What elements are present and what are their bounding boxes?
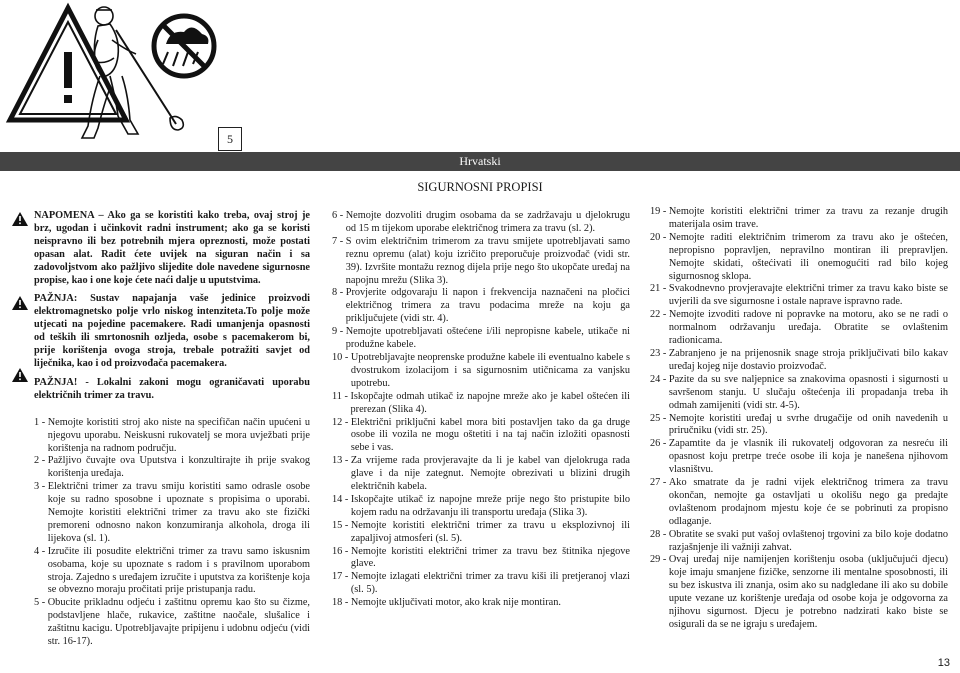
page-number: 13 [937, 657, 950, 669]
rule-item [332, 326, 630, 352]
rule-number: 3 - [34, 481, 48, 493]
rule-text: Pazite da su sve naljepnice sa znakovima opasnosti i sigurnosti u savršenom stanju. U slučaju oštećenja ili propadanja treba ih odmah zamijeniti (vidi str. 4-5). [668, 373, 948, 411]
rule-text: Svakodnevno provjeravajte električni trimer za travu kako biste se uvjerili da sve sigurnosne i ostale naprave ispravno rade. [668, 283, 948, 308]
rule-item [332, 455, 630, 494]
rule-text: Nemojte dozvoliti drugim osobama da se zadržavaju u djelokrugu od 15 m tijekom uporabe električnog trimera za travu (sl. 2). [345, 210, 630, 234]
rule-text: Nemojte koristiti električni trimer za travu za rezanje drugih materijala osim trave. [668, 206, 948, 230]
rule-number: 11 - [332, 390, 351, 402]
rule-number: 22 - [650, 309, 669, 321]
rule-number: 13 - [332, 455, 351, 467]
rule-item [650, 438, 948, 477]
rule-number: 28 - [650, 528, 669, 540]
figure-number-box: 5 [218, 127, 242, 151]
rule-text: Električni priključni kabel mora biti postavljen tako da ga druge osobe ili vozila ne mogu oštetiti i na taj način izložiti opasnosti sebe i vas. [350, 416, 630, 454]
rules-list-2 [332, 210, 630, 610]
rule-number: 8 - [332, 287, 346, 299]
rules-list-3 [650, 206, 948, 632]
rule-text: Nemojte koristiti električni trimer za travu u eksplozivnoj ili zapaljivoj atmosferi (sl. 5). [350, 519, 630, 544]
language-bar: Hrvatski [0, 152, 960, 171]
rule-text: Nemojte izvoditi radove ni popravke na motoru, ako se ne radi o normalnom održavanju uređaja. Obratite se ovlaštenim radionicama. [668, 309, 948, 347]
rule-text: Upotrebljavajte neoprenske produžne kabele ili eventualno kabele s dvostrukom izolacijom i sa sigurnosnim utičnicama za vanjsku upotrebu. [350, 351, 630, 389]
rule-item [34, 597, 310, 649]
rule-number: 25 - [650, 412, 669, 424]
rule-text: Nemojte upotrebljavati oštećene i/ili nepropisne kabele, utikače ni produžne kabele. [345, 326, 630, 351]
rule-item [650, 206, 948, 232]
rules-list-1 [34, 417, 310, 649]
rule-text: Pažljivo čuvajte ova Uputstva i konzultirajte ih prije svakog korištenja uređaja. [47, 455, 310, 480]
rule-item [650, 477, 948, 529]
rule-text: Nemojte koristiti uređaj u svrhe drugačije od onih navedenih u priručniku (vidi str. 25). [668, 412, 948, 437]
rule-item [650, 374, 948, 413]
rule-number: 23 - [650, 347, 669, 359]
rule-item [332, 571, 630, 597]
rule-item [332, 546, 630, 572]
rule-text: Nemojte koristiti stroj ako niste na specifičan način upućeni u njegovu uporabu. Neiskusni rukovatelj se mora uvježbati prije korištenja na radnom području. [47, 416, 310, 454]
rule-number: 7 - [332, 235, 346, 247]
rule-item [34, 417, 310, 456]
rule-text: Za vrijeme rada provjeravajte da li je kabel van djelokruga rada glave i da nije zategnut. Nemojte obrezivati u blizini drugih električnih kabela. [350, 455, 630, 493]
column-1 [34, 210, 310, 649]
rule-text: Nemojte koristiti električni trimer za travu bez štitnika njegove glave. [350, 545, 630, 570]
rule-text: Ako smatrate da je radni vijek električnog trimera za travu okončan, nemojte ga ostavljati u okolišu nego ga predajte ovlaštenom prodajnom mjestu koje će se pobrinuti za propisno odlaganje. [668, 477, 948, 527]
rule-number: 18 - [332, 597, 351, 609]
rule-number: 10 - [332, 351, 351, 363]
rule-item [332, 494, 630, 520]
rule-text: Zapamtite da je vlasnik ili rukovatelj odgovoran za nesreću ili opasnost koju pretrpe treće osobe ili koja je nanešena njihovom vlasništvu. [668, 438, 948, 476]
rule-text: S ovim električnim trimerom za travu smijete upotrebljavati samo reznu opremu (alat) koju izričito preporučuje proizvođač (vidi str. 39). Izvršite montažu reznog dijela prije nego što ukopčate uređaj na napojnu mrežu (Slika 3). [345, 235, 630, 286]
rule-number: 16 - [332, 545, 351, 557]
rule-number: 2 - [34, 455, 48, 467]
rule-text: Iskopčajte utikač iz napojne mreže prije nego što pristupite bilo kojem radu na održavanju ili transportu uređaja (Slika 3). [350, 493, 630, 518]
rule-number: 4 - [34, 545, 48, 557]
rule-number: 9 - [332, 326, 346, 338]
rule-number: 5 - [34, 597, 48, 609]
rule-item [332, 352, 630, 391]
rule-item [332, 391, 630, 417]
rule-number: 20 - [650, 231, 669, 243]
rule-item [332, 417, 630, 456]
note-pacemaker: PAŽNJA: Sustav napajanja vaše jedinice proizvodi elektromagnetsko polje vrlo niskog intenziteta.To polje može utjecati na pojedine pacemakere. Radi umanjenja opasnosti od teških ili smrtonosnih ozljeda, osobe s pacemakerom bi, prije korištenja ovoga stroja, trebale potražiti savjet od liječnika, kao i od proizvođača pacemakera. [34, 293, 310, 369]
rule-text: Provjerite odgovaraju li napon i frekvencija naznačeni na pločici električnog trimera za travu podacima mreže na koju ga priključujete (vidi str. 4). [345, 287, 630, 325]
rule-item [650, 529, 948, 555]
rule-text: Izručite ili posudite električni trimer za travu samo iskusnim osobama, koje su upoznate s radom i s pravilnom uporabom stroja. Zajedno s uređajem izručite i uputstva za korištenje koja se obvezno moraju pročitati prije pristupanja radu. [47, 545, 310, 596]
rule-number: 24 - [650, 373, 669, 385]
rule-number: 19 - [650, 206, 669, 217]
section-title: SIGURNOSNI PROPISI [417, 180, 543, 194]
rule-item [34, 481, 310, 546]
rule-number: 26 - [650, 438, 669, 450]
rule-text: Obucite prikladnu odjeću i zaštitnu opremu kao što su čizme, podstavljene hlače, rukavice, zaštitne naočale, slušalice i zaštitnu kacigu. Upotrebljavajte pripijenu i udobnu odjeću (vidi str. 16-17). [47, 597, 310, 648]
rule-item [650, 413, 948, 439]
rule-item [650, 309, 948, 348]
rule-item [34, 455, 310, 481]
rule-item [332, 236, 630, 288]
rule-item [332, 520, 630, 546]
rule-item [650, 232, 948, 284]
rule-text: Zabranjeno je na prijenosnik snage stroja priključivati bilo kakav uređaj kojeg nije dostavio proizvođač. [668, 347, 948, 372]
rule-item [650, 348, 948, 374]
rule-text: Iskopčajte odmah utikač iz napojne mreže ako je kabel oštećen ili prerezan (Slika 4). [350, 390, 630, 415]
rule-number: 1 - [34, 416, 48, 428]
rule-text: Nemojte raditi električnim trimerom za travu ako je oštećen, nepropisno popravljen, nepravilno montiran ili prepravljen. Nemojte skidati, oštećivati ili onemogućiti rad bilo kojeg sigurnosnog sklopa. [668, 231, 948, 282]
rule-number: 21 - [650, 283, 669, 295]
note-napomena: NAPOMENA – Ako ga se koristiti kako treba, ovaj stroj je brz, ugodan i učinkovit radni instrument; ako ga se koristi neispravno ili bez potrebnih mjera opreznosti, može postati opasan alat. Radit ćete uvijek na siguran način i sa zadovoljstvom ako pažljivo slijedite dole navedene sigurnosne propise, kao i one koje ćete naći dalje u uputstvima. [34, 210, 310, 286]
rule-number: 12 - [332, 416, 351, 428]
rule-item [34, 546, 310, 598]
rule-number: 15 - [332, 519, 351, 531]
no-rain-icon [154, 16, 214, 76]
rule-text: Električni trimer za travu smiju koristiti samo odrasle osobe koje su radno sposobne i upoznate s propisima o uporabi. Nemojte koristiti električni trimer za travu ako ste fizički premoreni odnosno nakon konzumiranja alkohola, droga ili lijekova (sl. 1). [47, 481, 310, 544]
rule-item [332, 210, 630, 236]
rule-text: Nemojte izlagati električni trimer za travu kiši ili pretjeranoj vlazi (sl. 5). [350, 571, 630, 596]
rule-item [332, 287, 630, 326]
rule-text: Obratite se svaki put vašoj ovlaštenoj trgovini za bilo koje dodatno razjašnjenje ili važniji zahvat. [668, 528, 948, 553]
rule-number: 14 - [332, 493, 351, 505]
rule-item [650, 283, 948, 309]
rule-text: Nemojte uključivati motor, ako krak nije montiran. [350, 597, 561, 609]
top-illustration [0, 0, 960, 150]
rule-text: Ovaj uređaj nije namijenjen korištenju osoba (uključujući djecu) koje imaju smanjene fizičke, senzorne ili mentalne sposobnosti, ili su bez iskustva ili znanja, osim ako su nadgledane ili ako su dobile upute vezane uz korištenje uređaja od osobe koja je odgovorna za njihovu sigurnost. Djecu je potrebno nadzirati kako biste se osigurali da se ne igraju s uređajem. [668, 554, 948, 630]
note-local-laws: PAŽNJA! - Lokalni zakoni mogu ograničavati uporabu električnih trimer za travu. [34, 376, 310, 401]
rule-number: 29 - [650, 554, 669, 566]
rule-item [332, 597, 630, 610]
rule-item [650, 554, 948, 631]
rule-number: 27 - [650, 477, 669, 489]
rule-number: 6 - [332, 210, 346, 221]
rule-number: 17 - [332, 571, 351, 583]
warning-icon [12, 296, 28, 310]
warning-icon [12, 212, 28, 226]
warning-icon [12, 368, 28, 382]
